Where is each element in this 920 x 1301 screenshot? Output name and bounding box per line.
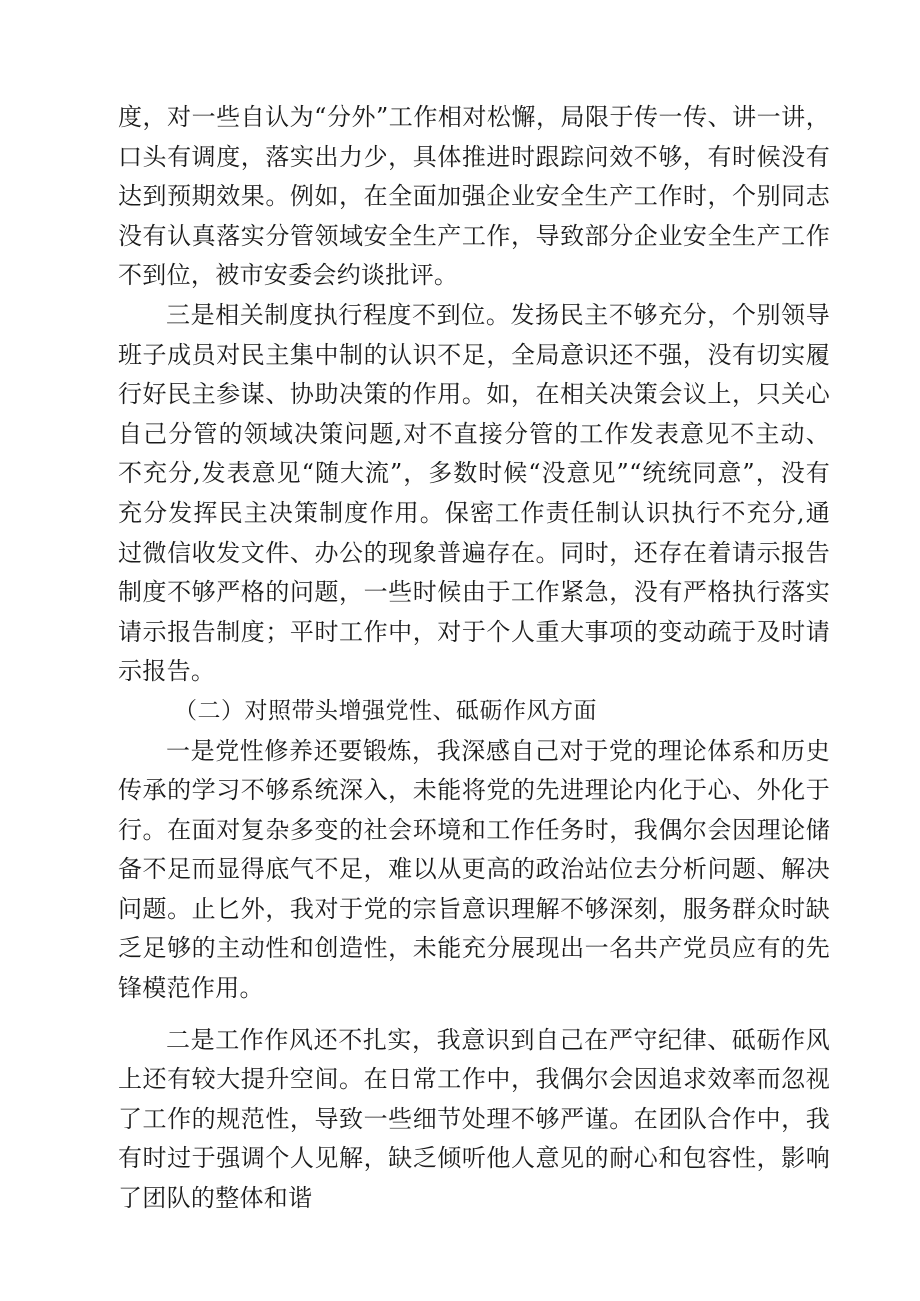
paragraph-party-spirit: 一是党性修养还要锻炼，我深感自己对于党的理论体系和历史传承的学习不够系统深入，未能将党的先进理论内化于心、外化于行。在面对复杂多变的社会环境和工作任务时，我偶尔会因理论储备不足而显得底气不足，难以从更高的政治站位去分析问题、解决问题。止匕外，我对于党的宗旨意识理解不够深刻，服务群众时缺乏足够的主动性和创造性，未能充分展现出一名共产党员应有的先锋模范作用。 <box>118 736 830 1003</box>
paragraph-work-style: 二是工作作风还不扎实，我意识到自己在严守纪律、砥砺作风上还有较大提升空间。在日常工作中，我偶尔会因追求效率而忽视了工作的规范性，导致一些细节处理不够严谨。在团队合作中，我有时过于强调个人见解，缺乏倾听他人意见的耐心和包容性，影响了团队的整体和谐 <box>118 1025 830 1213</box>
paragraph-continued: 度，对一些自认为“分外”工作相对松懈，局限于传一传、讲一讲，口头有调度，落实出力少，具体推进时跟踪问效不够，有时候没有达到预期效果。例如，在全面加强企业安全生产工作时，个别同志没有认真落实分管领域安全生产工作，导致部分企业安全生产工作不到位，被市安委会约谈批评。 <box>118 103 830 290</box>
section-heading: （二）对照带头增强党性、砥砺作风方面 <box>174 697 597 724</box>
paragraph-institution-execution: 三是相关制度执行程度不到位。发扬民主不够充分，个别领导班子成员对民主集中制的认识不足，全局意识还不强，没有切实履行好民主参谋、协助决策的作用。如，在相关决策会议上，只关心自己分管的领域决策问题,对不直接分管的工作发表意见不主动、不充分,发表意见“随大流”，多数时候“没意见”“统统同意”，没有充分发挥民主决策制度作用。保密工作责任制认识执行不充分,通过微信收发文件、办公的现象普遍存在。同时，还存在着请示报告制度不够严格的问题，一些时候由于工作紧急，没有严格执行落实请示报告制度；平时工作中，对于个人重大事项的变动疏于及时请示报告。 <box>118 300 830 686</box>
document-body <box>118 98 830 1219</box>
